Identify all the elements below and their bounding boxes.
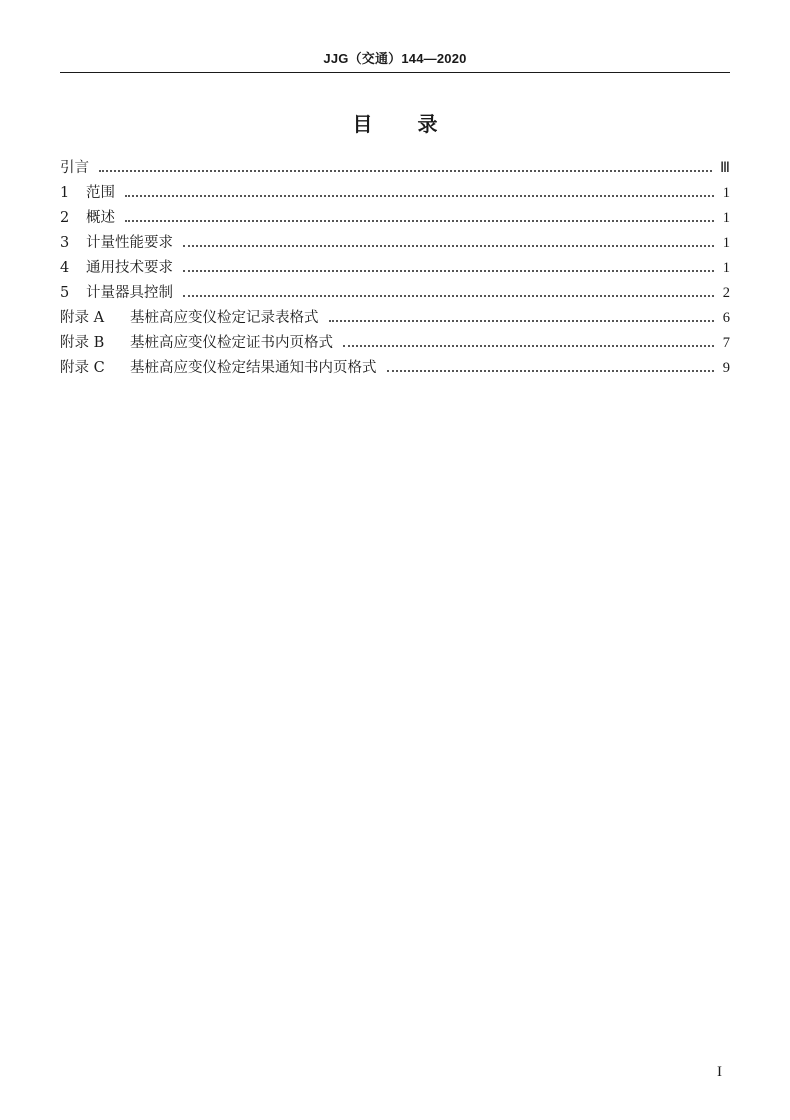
toc-entry-label: 引言 xyxy=(60,160,89,176)
page-number: I xyxy=(717,1064,722,1080)
toc-leader-dots xyxy=(99,170,712,172)
toc-leader-dots xyxy=(125,195,714,197)
toc-entry-appendix-b[interactable] xyxy=(60,331,730,356)
toc-leader-dots xyxy=(183,295,714,297)
toc-entry-page: 1 xyxy=(722,235,730,251)
toc-entry-metrological-requirements[interactable] xyxy=(60,231,730,256)
toc-entry-page: 9 xyxy=(722,360,730,376)
toc-leader-dots xyxy=(183,245,714,247)
toc-entry-number: 1 xyxy=(60,185,70,201)
toc-entry-page: Ⅲ xyxy=(720,160,730,176)
toc-entry-instrument-control[interactable] xyxy=(60,281,730,306)
toc-title: 目 录 xyxy=(352,112,438,136)
toc-leader-dots xyxy=(387,370,715,372)
toc-entry-general-technical-requirements[interactable] xyxy=(60,256,730,281)
toc-entry-label: 范围 xyxy=(86,185,115,201)
standard-code-header: JJG（交通）144—2020 xyxy=(323,51,467,66)
toc-entry-page: 1 xyxy=(722,210,730,226)
toc-entry-introduction[interactable] xyxy=(60,156,730,181)
toc-leader-dots xyxy=(329,320,715,322)
toc-entry-number: 3 xyxy=(60,235,70,251)
toc-entry-page: 1 xyxy=(722,185,730,201)
toc-leader-dots xyxy=(343,345,714,347)
header-divider xyxy=(60,72,730,73)
toc-entry-number: 2 xyxy=(60,210,70,226)
toc-entry-number: 附录 A xyxy=(60,310,105,326)
toc-entry-label: 通用技术要求 xyxy=(86,260,173,276)
toc-leader-dots xyxy=(125,220,714,222)
toc-entry-number: 附录 C xyxy=(60,360,105,376)
table-of-contents xyxy=(60,156,730,381)
toc-entry-page: 7 xyxy=(722,335,730,351)
toc-entry-label: 概述 xyxy=(86,210,115,226)
toc-entry-page: 2 xyxy=(722,285,730,301)
toc-entry-label: 基桩高应变仪检定证书内页格式 xyxy=(130,335,333,351)
toc-entry-label: 基桩高应变仪检定记录表格式 xyxy=(130,310,319,326)
toc-entry-number: 附录 B xyxy=(60,335,105,351)
toc-entry-label: 计量性能要求 xyxy=(86,235,173,251)
toc-entry-appendix-a[interactable] xyxy=(60,306,730,331)
toc-entry-number: 5 xyxy=(60,285,70,301)
toc-entry-appendix-c[interactable] xyxy=(60,356,730,381)
toc-entry-page: 6 xyxy=(722,310,730,326)
toc-leader-dots xyxy=(183,270,714,272)
toc-entry-label: 基桩高应变仪检定结果通知书内页格式 xyxy=(130,360,377,376)
toc-entry-overview[interactable] xyxy=(60,206,730,231)
toc-entry-number: 4 xyxy=(60,260,70,276)
toc-entry-page: 1 xyxy=(722,260,730,276)
toc-entry-scope[interactable] xyxy=(60,181,730,206)
toc-entry-label: 计量器具控制 xyxy=(86,285,173,301)
